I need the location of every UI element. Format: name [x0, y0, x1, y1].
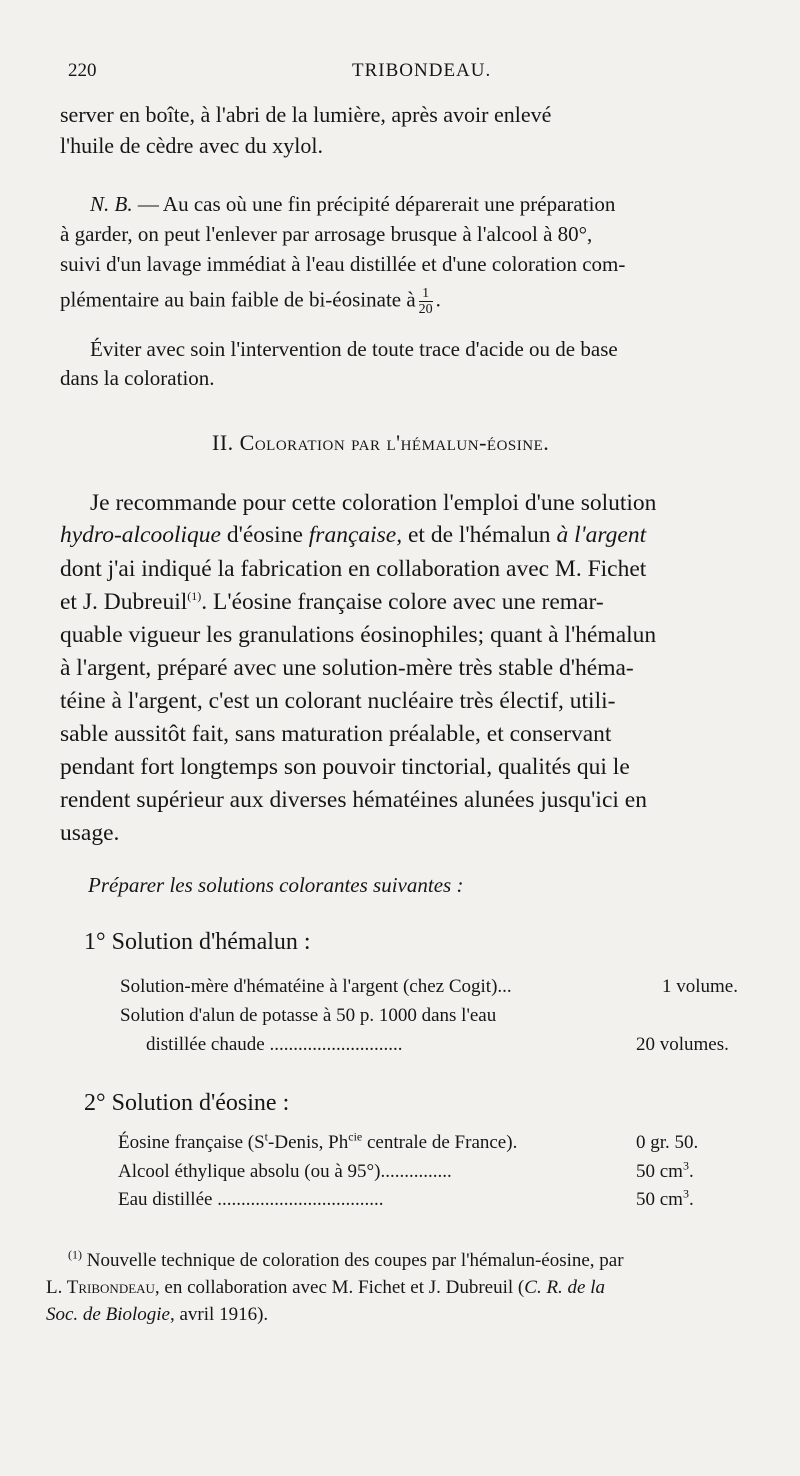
- solution-2-row-3-amount: [636, 1186, 694, 1211]
- solution-2-row-2-amount-text: 50 cm: [636, 1161, 683, 1182]
- fraction-numerator: 1: [419, 286, 433, 302]
- avoid-line-1: Éviter avec soin l'intervention de toute trace d'acide ou de base: [90, 337, 618, 361]
- solution-1-row-2: Solution d'alun de potasse à 50 p. 1000 dans l'eau: [120, 1005, 497, 1026]
- intro-line-1: server en boîte, à l'abri de la lumière, après avoir enlevé: [60, 102, 552, 127]
- fraction: [419, 286, 433, 317]
- nb-line-4: [60, 286, 441, 317]
- nb-label: N. B.: [90, 192, 133, 216]
- solution-1-row-1: Solution-mère d'hématéine à l'argent (chez Cogit)...: [120, 976, 512, 997]
- solution-2-row-3-amount-sup: 3: [682, 1186, 689, 1201]
- footnote-line-1: [68, 1247, 624, 1272]
- para-line-2: [60, 522, 646, 549]
- solution-2-row-3-amount-end: .: [688, 1189, 694, 1210]
- solution-2-row-1: [118, 1129, 518, 1154]
- para-line-8: sable aussitôt fait, sans maturation préalable, et conservant: [60, 721, 612, 747]
- solution-1-heading: 1° Solution d'hémalun :: [84, 929, 311, 955]
- para-line-2-italic-1: hydro-alcoolique: [60, 522, 221, 548]
- solution-1-row-1-amount: 1 volume.: [662, 976, 738, 997]
- solution-2-row-2-amount-end: .: [688, 1161, 694, 1182]
- footnote-line-2-text: , en collaboration avec M. Fichet et J. Dubreuil (: [154, 1277, 525, 1298]
- nb-line-3: suivi d'un lavage immédiat à l'eau distillée et d'une coloration com-: [60, 252, 626, 276]
- prepare-heading: Préparer les solutions colorantes suivantes :: [88, 873, 464, 897]
- solution-2-row-2-amount: [636, 1158, 694, 1183]
- para-line-4-text-a: et J. Dubreuil: [60, 589, 188, 615]
- nb-line-2: à garder, on peut l'enlever par arrosage brusque à l'alcool à 80°,: [60, 222, 593, 246]
- footnote-line-1-text: Nouvelle technique de coloration des coupes par l'hémalun-éosine, par: [82, 1250, 624, 1271]
- intro-line-2: l'huile de cèdre avec du xylol.: [60, 133, 323, 158]
- para-line-4: [60, 589, 604, 616]
- para-line-2-text-2: et de l'hémalun: [402, 522, 557, 548]
- running-title: TRIBONDEAU.: [352, 60, 492, 81]
- footnote-line-3-text: , avril 1916).: [170, 1304, 269, 1325]
- section-title: Coloration par l'hémalun-éosine.: [239, 430, 550, 455]
- page-number: 220: [68, 60, 97, 81]
- para-line-7: téine à l'argent, c'est un colorant nucléaire très électif, utili-: [60, 688, 616, 714]
- solution-2-row-2: Alcool éthylique absolu (ou à 95°)...............: [118, 1161, 452, 1182]
- solution-2-row-1-sup-1: t: [264, 1129, 269, 1144]
- solution-2-row-1-text-c: centrale de France).: [362, 1132, 518, 1153]
- para-line-2-italic-2: française,: [308, 522, 403, 548]
- solution-2-heading: 2° Solution d'éosine :: [84, 1090, 290, 1116]
- solution-1-row-3: distillée chaude ............................: [146, 1034, 403, 1055]
- footnote-mark: (1): [68, 1247, 82, 1262]
- para-line-9: pendant fort longtemps son pouvoir tinctorial, qualités qui le: [60, 754, 630, 780]
- nb-line-4-text: plémentaire au bain faible de bi-éosinate à: [60, 287, 416, 312]
- para-line-2-italic-3: à l'argent: [556, 522, 647, 548]
- para-line-2-text-1: d'éosine: [220, 522, 309, 548]
- nb-line-1: [90, 192, 615, 217]
- fraction-denominator: 20: [418, 302, 433, 317]
- solution-2-row-3-amount-text: 50 cm: [636, 1189, 683, 1210]
- para-line-5: quable vigueur les granulations éosinophiles; quant à l'hémalun: [60, 622, 657, 648]
- avoid-line-2: dans la coloration.: [60, 366, 215, 390]
- section-numeral: II.: [212, 430, 234, 455]
- solution-1-row-3-amount: 20 volumes.: [636, 1034, 729, 1055]
- solution-2-row-1-text-a: Éosine française (S: [118, 1132, 265, 1153]
- para-line-10: rendent supérieur aux diverses hématéines alunées jusqu'ici en: [60, 787, 647, 813]
- solution-2-row-1-text-b: -Denis, Ph: [268, 1132, 349, 1153]
- solution-2-row-3: Eau distillée ...................................: [118, 1189, 384, 1210]
- para-line-3: dont j'ai indiqué la fabrication en collaboration avec M. Fichet: [60, 556, 647, 582]
- footnote-ref: (1): [187, 589, 202, 604]
- para-line-6: à l'argent, préparé avec une solution-mère très stable d'héma-: [60, 655, 634, 681]
- nb-line-1-text: — Au cas où une fin précipité déparerait une préparation: [132, 192, 616, 216]
- solution-2-row-1-sup-2: cie: [348, 1129, 363, 1144]
- solution-2-row-1-amount: 0 gr. 50.: [636, 1132, 699, 1153]
- footnote-author: L. Tribondeau: [46, 1277, 155, 1298]
- footnote-line-3: [46, 1304, 268, 1326]
- para-line-4-text-b: . L'éosine française colore avec une remar-: [201, 589, 604, 615]
- section-heading: [212, 430, 549, 456]
- para-line-1: Je recommande pour cette coloration l'emploi d'une solution: [90, 490, 657, 516]
- para-line-11: usage.: [60, 820, 120, 846]
- nb-line-4-end: .: [435, 287, 441, 312]
- footnote-journal-a: C. R. de la: [524, 1277, 606, 1298]
- footnote-journal-b: Soc. de Biologie: [46, 1304, 170, 1325]
- footnote-line-2: [46, 1277, 605, 1299]
- solution-2-row-2-amount-sup: 3: [682, 1158, 689, 1173]
